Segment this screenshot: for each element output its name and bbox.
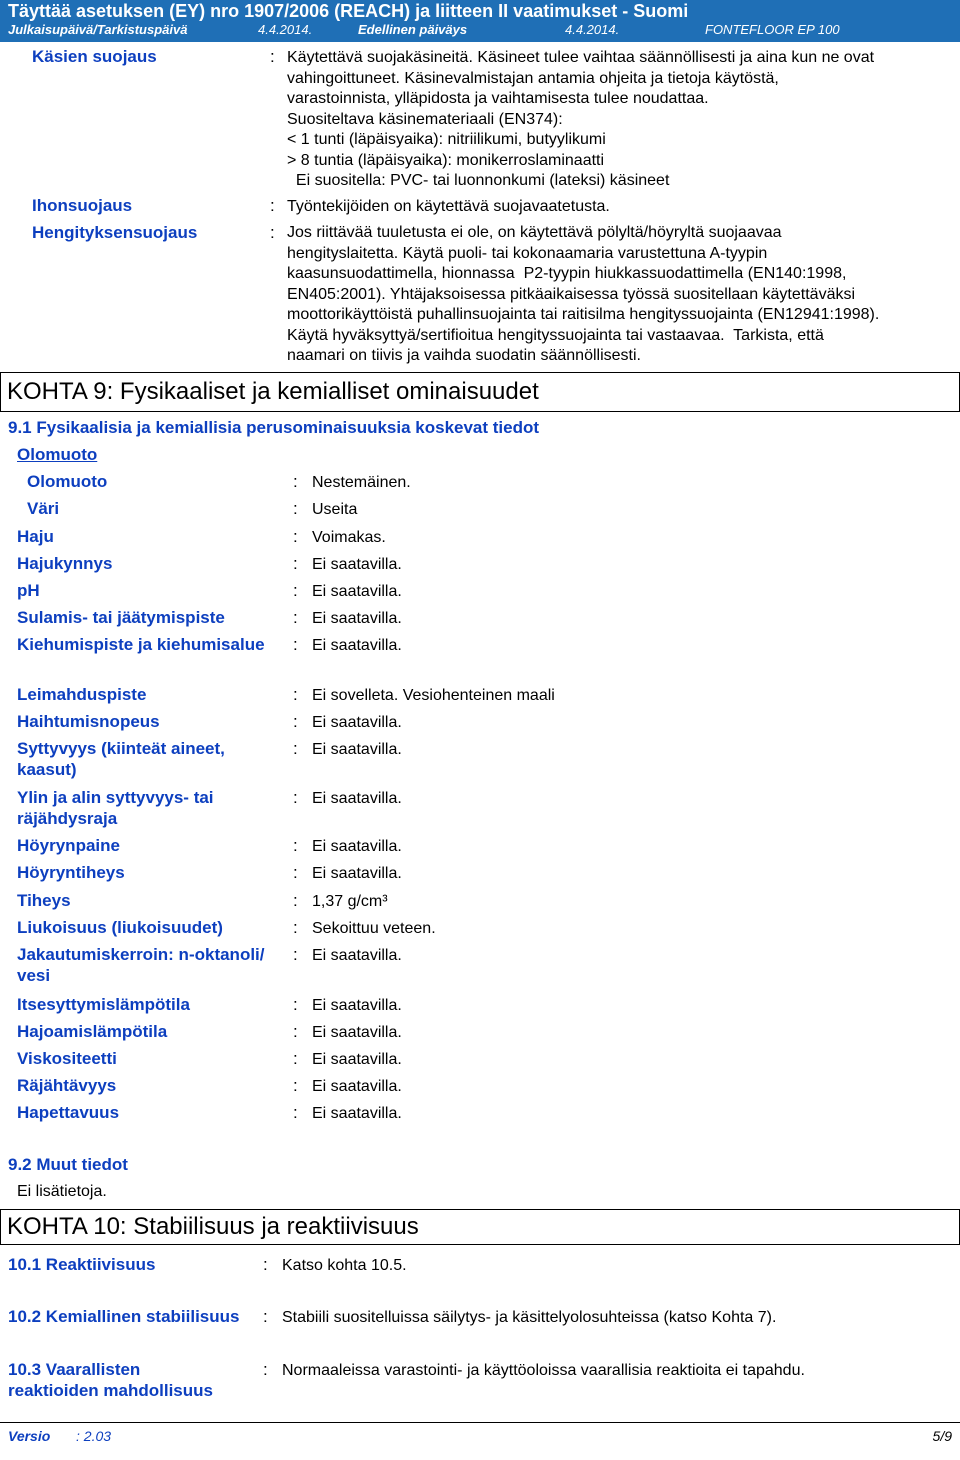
- separator: :: [293, 1022, 298, 1041]
- property-label: Jakautumiskerroin: n-oktanoli/: [17, 945, 265, 964]
- property-label: Höyryntiheys: [17, 863, 125, 882]
- separator: :: [293, 472, 298, 491]
- property-value: Voimakas.: [312, 529, 386, 546]
- property-label: Sulamis- tai jäätymispiste: [17, 608, 225, 627]
- respiratory-protection-text: [287, 223, 957, 367]
- property-label: Olomuoto: [27, 472, 108, 491]
- separator: :: [293, 635, 298, 654]
- text-line: Suositeltava käsinemateriaali (EN374):: [287, 110, 563, 128]
- text-line: Käytettävä suojakäsineitä. Käsineet tulee vaihtaa säännöllisesti ja aina kun ne ovat: [287, 49, 875, 66]
- property-value: Ei saatavilla.: [312, 790, 402, 807]
- separator: :: [293, 581, 298, 600]
- separator: :: [270, 223, 275, 242]
- section-9-title: KOHTA 9: Fysikaaliset ja kemialliset ominaisuudet: [0, 372, 960, 412]
- property-label: Kiehumispiste ja kiehumisalue: [17, 635, 265, 654]
- issue-date-label: Julkaisupäivä/Tarkistuspäivä: [8, 22, 188, 37]
- property-value: Ei saatavilla.: [312, 637, 402, 654]
- property-value: Ei saatavilla.: [312, 610, 402, 627]
- separator: :: [263, 1360, 268, 1379]
- hazardous-reactions-value: Normaaleissa varastointi- ja käyttöoloissa vaarallisia reaktioita ei tapahdu.: [282, 1362, 805, 1379]
- reactivity-value: Katso kohta 10.5.: [282, 1257, 407, 1274]
- issue-date-value: 4.4.2014.: [258, 22, 313, 37]
- property-label: Haihtumisnopeus: [17, 712, 160, 731]
- property-label: Viskositeetti: [17, 1049, 117, 1068]
- property-label: Ylin ja alin syttyvyys- tai: [17, 788, 214, 807]
- respiratory-protection-label: Hengityksensuojaus: [32, 223, 198, 242]
- property-value: Ei saatavilla.: [312, 1024, 402, 1041]
- separator: :: [263, 1307, 268, 1326]
- version-label: Versio: [8, 1428, 51, 1444]
- property-label-line2: kaasut): [17, 760, 77, 779]
- property-value: Ei saatavilla.: [312, 947, 402, 964]
- separator: :: [293, 499, 298, 518]
- section-10-title: KOHTA 10: Stabiilisuus ja reaktiivisuus: [0, 1209, 960, 1245]
- text-line: Käytä hyväksyttyä/sertifioitua hengityssuojainta tai vastaavaa. Tarkista, että: [287, 326, 824, 344]
- property-value: Ei saatavilla.: [312, 865, 402, 882]
- chemical-stability-label: 10.2 Kemiallinen stabiilisuus: [8, 1307, 240, 1326]
- hand-protection-text: [287, 48, 957, 192]
- text-line: moottorikäyttöistä puhallinsuojainta tai raitisilma hengityssuojainta (EN12941:1998).: [287, 306, 880, 323]
- separator: :: [293, 527, 298, 546]
- property-label: Haju: [17, 527, 54, 546]
- separator: :: [263, 1255, 268, 1274]
- property-value: Ei saatavilla.: [312, 838, 402, 855]
- text-line: EN405:2001). Yhtäjaksoisessa pitkäaikaisessa työssä suositellaan käytettäväksi: [287, 285, 856, 303]
- appearance-heading: Olomuoto: [17, 445, 98, 464]
- separator: :: [293, 1049, 298, 1068]
- subsection-9-2-title: 9.2 Muut tiedot: [8, 1155, 128, 1174]
- property-label: Hajoamislämpötila: [17, 1022, 168, 1041]
- property-value: Ei saatavilla.: [312, 997, 402, 1014]
- property-value: Useita: [312, 501, 358, 518]
- text-line: Ei suositella: PVC- tai luonnonkumi (lateksi) käsineet: [287, 172, 670, 189]
- reactivity-label: 10.1 Reaktiivisuus: [8, 1255, 156, 1274]
- property-label: Hapettavuus: [17, 1103, 120, 1122]
- separator: :: [270, 196, 275, 215]
- previous-date-value: 4.4.2014.: [565, 22, 620, 37]
- text-line: naamari on tiivis ja vaihda suodatin säännöllisesti.: [287, 347, 641, 364]
- separator: :: [293, 945, 298, 964]
- property-value: Ei saatavilla.: [312, 556, 402, 573]
- property-value: Ei saatavilla.: [312, 583, 402, 600]
- separator: :: [293, 836, 298, 855]
- property-label: Väri: [27, 499, 60, 518]
- separator: :: [293, 863, 298, 882]
- text-line: < 1 tunti (läpäisyaika): nitriilikumi, butyylikumi: [287, 131, 606, 148]
- hand-protection-label: Käsien suojaus: [32, 47, 157, 66]
- document-header: [0, 0, 960, 42]
- property-value: Ei sovelleta. Vesiohenteinen maali: [312, 687, 555, 704]
- text-line: hengityslaitetta. Käytä puoli- tai kokonaamaria varustettuna A-tyypin: [287, 244, 768, 262]
- property-label: Tiheys: [17, 891, 71, 910]
- hazardous-reactions-label-line2: reaktioiden mahdollisuus: [8, 1381, 213, 1400]
- property-label-line2: räjähdysraja: [17, 809, 118, 828]
- property-value: 1,37 g/cm³: [312, 893, 388, 910]
- separator: :: [293, 1103, 298, 1122]
- property-label: Räjähtävyys: [17, 1076, 117, 1095]
- property-label: Liukoisuus (liukoisuudet): [17, 918, 223, 937]
- property-value: Ei saatavilla.: [312, 1051, 402, 1068]
- property-value: Ei saatavilla.: [312, 1105, 402, 1122]
- subsection-9-2-text: Ei lisätietoja.: [17, 1183, 107, 1200]
- document-title: Täyttää asetuksen (EY) nro 1907/2006 (REACH) ja liitteen II vaatimukset - Suomi: [8, 1, 689, 21]
- separator: :: [293, 1076, 298, 1095]
- property-value: Sekoittuu veteen.: [312, 920, 436, 937]
- product-name: FONTEFLOOR EP 100: [705, 22, 840, 37]
- separator: :: [293, 739, 298, 758]
- footer-divider: [0, 1422, 960, 1423]
- property-label-line2: vesi: [17, 966, 51, 985]
- text-line: kaasunsuodattimella, hionnassa P2-tyypin hiukkassuodattimella (EN140:1998,: [287, 265, 847, 282]
- separator: :: [293, 788, 298, 807]
- skin-protection-text: [287, 197, 957, 218]
- text-line: vahingoittuneet. Käsinevalmistajan antamia ohjeita ja tietoja käytöstä,: [287, 69, 779, 87]
- property-label: pH: [17, 581, 40, 600]
- separator: :: [293, 712, 298, 731]
- subsection-9-1-title: 9.1 Fysikaalisia ja kemiallisia perusominaisuuksia koskevat tiedot: [8, 418, 540, 437]
- separator: :: [293, 918, 298, 937]
- property-value: Ei saatavilla.: [312, 1078, 402, 1095]
- separator: :: [270, 47, 275, 66]
- separator: :: [293, 608, 298, 627]
- property-label: Höyrynpaine: [17, 836, 120, 855]
- text-line: varastoinnista, ylläpidosta ja vaihtamisesta tulee noudattaa.: [287, 90, 709, 107]
- property-value: Nestemäinen.: [312, 474, 411, 491]
- page-number: 5/9: [932, 1428, 952, 1444]
- separator: :: [293, 891, 298, 910]
- property-label: Itsesyttymislämpötila: [17, 995, 190, 1014]
- previous-date-label: Edellinen päiväys: [358, 22, 468, 37]
- separator: :: [293, 995, 298, 1014]
- separator: :: [293, 685, 298, 704]
- skin-protection-label: Ihonsuojaus: [32, 196, 133, 215]
- property-value: Ei saatavilla.: [312, 714, 402, 731]
- hazardous-reactions-label: 10.3 Vaarallisten: [8, 1360, 141, 1379]
- text-line: Työntekijöiden on käytettävä suojavaatetusta.: [287, 198, 610, 215]
- text-line: > 8 tuntia (läpäisyaika): monikerroslaminaatti: [287, 151, 605, 169]
- property-value: Ei saatavilla.: [312, 741, 402, 758]
- property-label: Leimahduspiste: [17, 685, 147, 704]
- property-label: Syttyvyys (kiinteät aineet,: [17, 739, 225, 758]
- chemical-stability-value: Stabiili suositelluissa säilytys- ja käsittelyolosuhteissa (katso Kohta 7).: [282, 1309, 777, 1326]
- version-value: : 2.03: [76, 1428, 112, 1444]
- property-label: Hajukynnys: [17, 554, 113, 573]
- text-line: Jos riittävää tuuletusta ei ole, on käytettävä pölyltä/höyryltä suojaavaa: [287, 224, 782, 241]
- separator: :: [293, 554, 298, 573]
